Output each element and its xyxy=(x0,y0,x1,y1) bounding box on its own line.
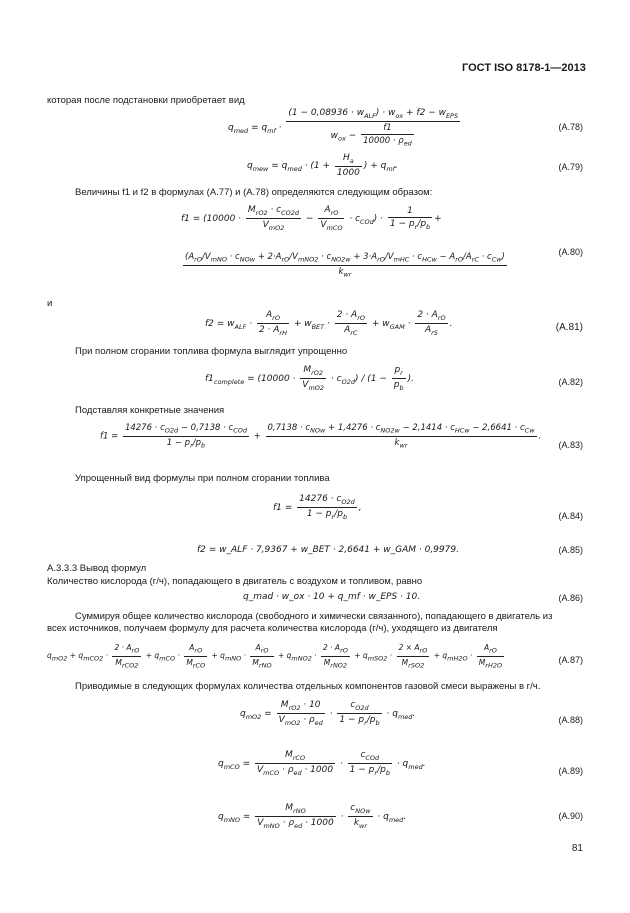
formula-a86: q_mad · w_ox · 10 + q_mf · w_EPS · 10. xyxy=(243,592,421,602)
formula-a80-line2: $(A_{rO}/V_{mNO} \cdot c_{NOw} + 2\cdot A_{rO}/V_{mNO2} \cdot c_{NO2w} + 3\cdot A_{rO}/V_{mHC} \cdot c_{HCw} - A_{rO}/A_{rC} \cdot c_{Cw})$ $k_{wr}$ xyxy=(185,252,505,279)
formula-a78: $q_{med} = q_{mf}$ · $(1 - 0,08936 \cdot w_{ALF}) \cdot w_{ox} + f2 - w_{EPS}$ $w_{ox}$ − f1 $10000 \cdot \rho_{ed}$ xyxy=(228,108,459,148)
formula-a90: $q_{mNO}$ = $M_{rNO}$ $V_{mNO} \cdot \rho_{ed} \cdot 1000$ · $c_{NOw}$ $k_{wr}$ · $q_{med}$. xyxy=(218,803,407,830)
eq-number-a80: (А.80) xyxy=(558,247,583,257)
paragraph-f1-f2-defs: Величины f1 и f2 в формулах (А.77) и (А.78) определяются следующим образом: xyxy=(75,187,433,198)
eq-number-a84: (А.84) xyxy=(558,511,583,521)
conjunction-and: и xyxy=(47,298,53,309)
eq-number-a86: (А.86) xyxy=(558,593,583,603)
paragraph-summing-2: всех источников, получаем формулу для расчета количества кислорода (г/ч), уходящего из двигателя xyxy=(47,623,498,634)
paragraph-oxygen-input: Количество кислорода (г/ч), попадающего в двигатель с воздухом и топливом, равно xyxy=(47,576,423,587)
paragraph-summing-1: Суммируя общее количество кислорода (свободного и химически связанного), попадающего в двигатель из xyxy=(75,611,553,622)
eq-number-a88: (А.88) xyxy=(558,715,583,725)
eq-number-a79: (А.79) xyxy=(558,162,583,172)
document-header: ГОСТ ISO 8178-1—2013 xyxy=(462,62,586,74)
eq-number-a90: (А.90) xyxy=(558,811,583,821)
eq-number-a81: (А.81) xyxy=(555,322,583,333)
formula-a81: $f2 = w_{ALF}$ · $A_{rO}$ $2 \cdot A_{rH}$ + $w_{BET}$ · $2 \cdot A_{rO}$ $A_{rC}$ + $w_{GAM}$ · $2 \cdot A_{rO}$ $A_{rS}$ . xyxy=(205,310,453,337)
paragraph-complete-combustion: При полном сгорании топлива формула выглядит упрощенно xyxy=(75,346,348,357)
formula-a87: $q_{mO2} + q_{mCO2}$ · $2 \cdot A_{rO}$ $M_{rCO2}$ + $q_{mCO}$ · $A_{rO}$ $M_{rCO}$ + $q_{mNO}$ · $A_{rO}$ $M_{rNO}$ + $q_{mNO2}$ · $2 \cdot A_{rO}$ $M_{rNO2}$ + $q_{mSO2}$ · $2 \times A_{rO}$ $M_{rSO2}$ + $q_{mH2O}$ · $A_{rO}$ $M_{rH2O}$ xyxy=(47,643,503,669)
eq-number-a87: (А.87) xyxy=(558,655,583,665)
paragraph-components: Приводимые в следующих формулах количества отдельных компонентов газовой смеси выражены в г/ч. xyxy=(75,681,541,692)
formula-a80-line1: f1 = (10000 · $M_{rO2} \cdot c_{CO2d}$ $V_{mO2}$ − $A_{rO}$ $V_{mCO}$ · $c_{COd}$) · $\frac{1}{1 - p_r/p_b}$ + xyxy=(181,205,442,232)
paragraph-simplified: Упрощенный вид формулы при полном сгорании топлива xyxy=(75,473,330,484)
eq-number-a89: (А.89) xyxy=(558,766,583,776)
eq-number-a78: (А.78) xyxy=(558,122,583,132)
formula-a79: $q_{mew} = q_{med} \cdot (1$ + $\frac{H_a}{1000}$ ) + $q_{mf}$. xyxy=(247,153,398,178)
formula-a85: f2 = w_ALF · 7,9367 + w_BET · 2,6641 + w_GAM · 0,9979. xyxy=(197,545,459,555)
eq-number-a85: (А.85) xyxy=(558,545,583,555)
eq-number-a82: (А.82) xyxy=(558,377,583,387)
paragraph-substituting: Подставляя конкретные значения xyxy=(75,405,225,416)
section-heading-a333: А.3.3.3 Вывод формул xyxy=(47,563,147,574)
formula-a84: f1 = $\frac{14276 \cdot c_{O2d}}{1 - p_r/p_b}$ , xyxy=(273,494,362,521)
formula-a88: $q_{mO2}$ = $M_{rO2} \cdot 10$ $V_{mO2} \cdot \rho_{ed}$ · $\frac{c_{O2d}}{1 - p_r/p_b}$ · $q_{med}$. xyxy=(240,700,416,727)
eq-number-a83: (А.83) xyxy=(558,440,583,450)
formula-a82: $f1_{complete} = (10000$ · $M_{rO2}$ $V_{mO2}$ · $c_{O2d}) / (1$ − $\frac{p_r}{p_b}$ ). xyxy=(205,365,414,392)
page-number: 81 xyxy=(571,843,583,854)
paragraph-intro: которая после подстановки приобретает вид xyxy=(47,95,245,106)
formula-a83: f1 = $14276 \cdot c_{O2d} - 0,7138 \cdot c_{COd}$ $1 - p_r/p_b$ + $0,7138 \cdot c_{NOw} + 1,4276 \cdot c_{NO2w} - 2,1414 \cdot c_{HCw} - 2,6641 \cdot c_{Cw}$ $k_{wr}$ . xyxy=(100,423,542,450)
formula-a89: $q_{mCO}$ = $M_{rCO}$ $V_{mCO} \cdot \rho_{ed} \cdot 1000$ · $c_{COd}$ $1 - p_r/p_b$ · $q_{med}$. xyxy=(218,750,426,777)
